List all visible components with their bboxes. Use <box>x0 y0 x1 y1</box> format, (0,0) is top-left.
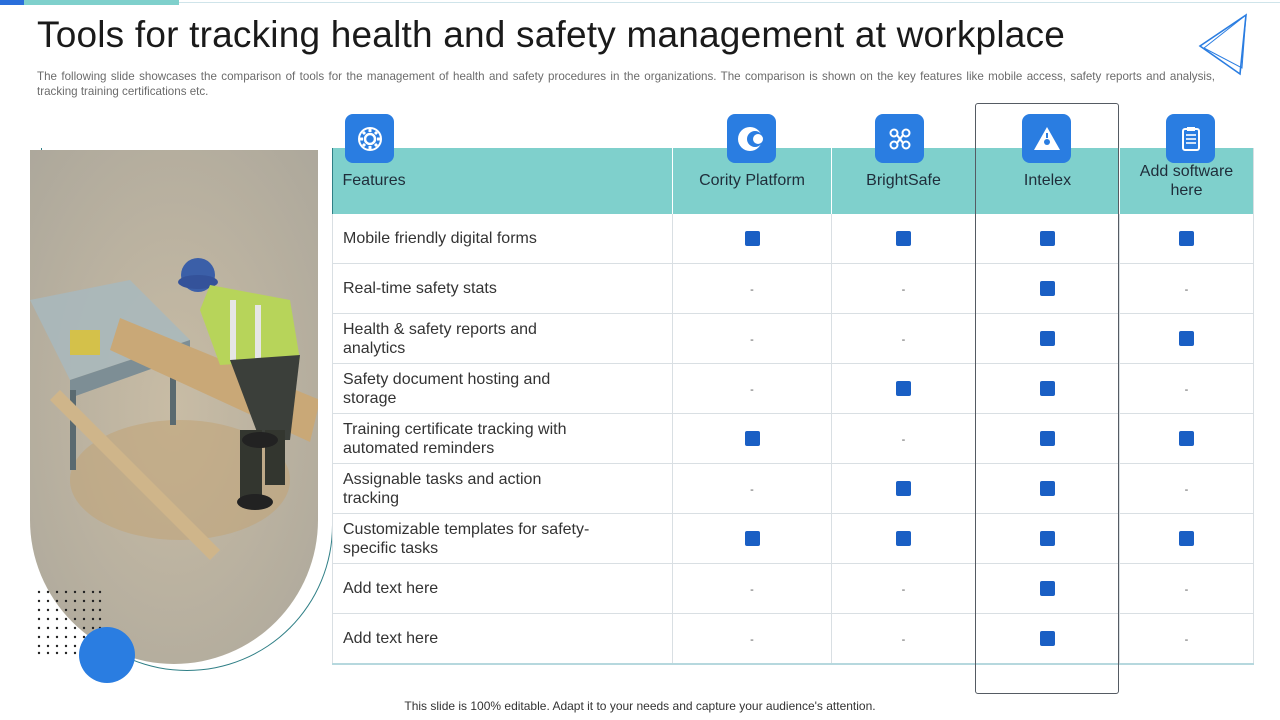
warning-triangle-icon <box>1022 114 1071 163</box>
mark-cell <box>832 614 976 665</box>
check-square-icon <box>745 531 760 546</box>
header-features: Features <box>333 148 673 214</box>
top-accent-bar-light <box>24 0 179 5</box>
dash-mark: - <box>901 333 906 346</box>
check-square-icon <box>896 531 911 546</box>
mark-cell <box>976 514 1120 564</box>
mark-cell <box>976 614 1120 665</box>
footer-note: This slide is 100% editable. Adapt it to your needs and capture your audience's attention. <box>404 699 876 713</box>
dash-mark: - <box>750 333 754 346</box>
dash-mark: - <box>1184 283 1189 296</box>
feature-cell: Real-time safety stats <box>333 264 673 314</box>
mark-cell <box>976 264 1120 314</box>
mark-cell <box>832 264 976 314</box>
check-square-icon <box>1040 331 1055 346</box>
mark-cell <box>1120 514 1254 564</box>
mark-cell <box>673 614 832 665</box>
mark-cell <box>832 314 976 364</box>
header-cority-platform: Cority Platform <box>673 148 832 214</box>
dash-mark: - <box>1184 483 1189 496</box>
dash-mark: - <box>750 283 754 296</box>
table-row <box>333 614 1254 665</box>
table-row <box>333 514 1254 564</box>
mark-cell <box>673 314 832 364</box>
mark-cell <box>673 264 832 314</box>
c-logo-icon <box>727 114 776 163</box>
mark-cell <box>832 364 976 414</box>
check-square-icon <box>1040 581 1055 596</box>
dash-mark: - <box>901 583 906 596</box>
mark-cell <box>976 564 1120 614</box>
blue-circle-decoration <box>79 627 135 683</box>
check-square-icon <box>1040 431 1055 446</box>
check-square-icon <box>896 381 911 396</box>
dash-mark: - <box>901 283 906 296</box>
mark-cell <box>673 414 832 464</box>
mark-cell <box>1120 614 1254 665</box>
check-square-icon <box>1179 331 1194 346</box>
check-square-icon <box>1179 531 1194 546</box>
dash-mark: - <box>1184 633 1189 646</box>
table-row <box>333 464 1254 514</box>
check-square-icon <box>896 481 911 496</box>
table-header-row <box>333 148 1254 214</box>
check-square-icon <box>1040 531 1055 546</box>
mark-cell <box>673 214 832 264</box>
check-square-icon <box>1040 631 1055 646</box>
feature-cell: Mobile friendly digital forms <box>333 214 673 264</box>
gear-icon <box>345 114 394 163</box>
mark-cell <box>832 464 976 514</box>
mark-cell <box>832 564 976 614</box>
dash-mark: - <box>901 633 906 646</box>
top-divider <box>179 2 1280 3</box>
feature-cell: Training certificate tracking with automated reminders <box>333 414 673 464</box>
check-square-icon <box>1040 231 1055 246</box>
table-row <box>333 214 1254 264</box>
check-square-icon <box>896 231 911 246</box>
mark-cell <box>1120 564 1254 614</box>
mark-cell <box>1120 314 1254 364</box>
mark-cell <box>832 214 976 264</box>
mark-cell <box>976 464 1120 514</box>
mark-cell <box>832 514 976 564</box>
dash-mark: - <box>750 583 754 596</box>
check-square-icon <box>1179 231 1194 246</box>
mark-cell <box>976 214 1120 264</box>
mark-cell <box>673 364 832 414</box>
header-intelex: Intelex <box>976 148 1120 214</box>
slide-subtitle: The following slide showcases the comparison of tools for the management of health and safety procedures in the organizations. The comparison is shown on the key features like mobile access, safety reports and analysis, tracking training certifications etc. <box>37 70 1215 98</box>
feature-cell: Customizable templates for safety-specific tasks <box>333 514 673 564</box>
dash-mark: - <box>1184 383 1189 396</box>
check-square-icon <box>1179 431 1194 446</box>
dash-mark: - <box>750 383 754 396</box>
top-accent-bar <box>0 0 24 5</box>
table-row <box>333 364 1254 414</box>
table-row <box>333 264 1254 314</box>
worker-photo <box>30 150 318 664</box>
header-brightsafe: BrightSafe <box>832 148 976 214</box>
check-square-icon <box>745 431 760 446</box>
mark-cell <box>673 514 832 564</box>
feature-cell: Assignable tasks and action tracking <box>333 464 673 514</box>
check-square-icon <box>1040 381 1055 396</box>
mark-cell <box>1120 364 1254 414</box>
dash-mark: - <box>1184 583 1189 596</box>
check-square-icon <box>1040 481 1055 496</box>
mark-cell <box>1120 214 1254 264</box>
dash-mark: - <box>901 433 906 446</box>
feature-cell: Add text here <box>333 614 673 665</box>
triangle-logo-icon <box>1196 12 1252 80</box>
dash-mark: - <box>750 483 754 496</box>
dash-mark: - <box>750 633 754 646</box>
table-row <box>333 314 1254 364</box>
check-square-icon <box>1040 281 1055 296</box>
feature-cell: Health & safety reports and analytics <box>333 314 673 364</box>
feature-cell: Add text here <box>333 564 673 614</box>
mark-cell <box>673 464 832 514</box>
mark-cell <box>673 564 832 614</box>
mark-cell <box>976 314 1120 364</box>
table-row <box>333 564 1254 614</box>
mark-cell <box>1120 414 1254 464</box>
mark-cell <box>832 414 976 464</box>
table-row <box>333 414 1254 464</box>
mark-cell <box>976 364 1120 414</box>
comparison-table <box>332 148 1254 665</box>
feature-cell: Safety document hosting and storage <box>333 364 673 414</box>
mark-cell <box>1120 464 1254 514</box>
check-square-icon <box>745 231 760 246</box>
clipboard-icon <box>1166 114 1215 163</box>
network-nodes-icon <box>875 114 924 163</box>
mark-cell <box>976 414 1120 464</box>
header-add-software-label: Add software here <box>1139 163 1234 199</box>
mark-cell <box>1120 264 1254 314</box>
slide-title: Tools for tracking health and safety management at workplace <box>37 14 1066 55</box>
